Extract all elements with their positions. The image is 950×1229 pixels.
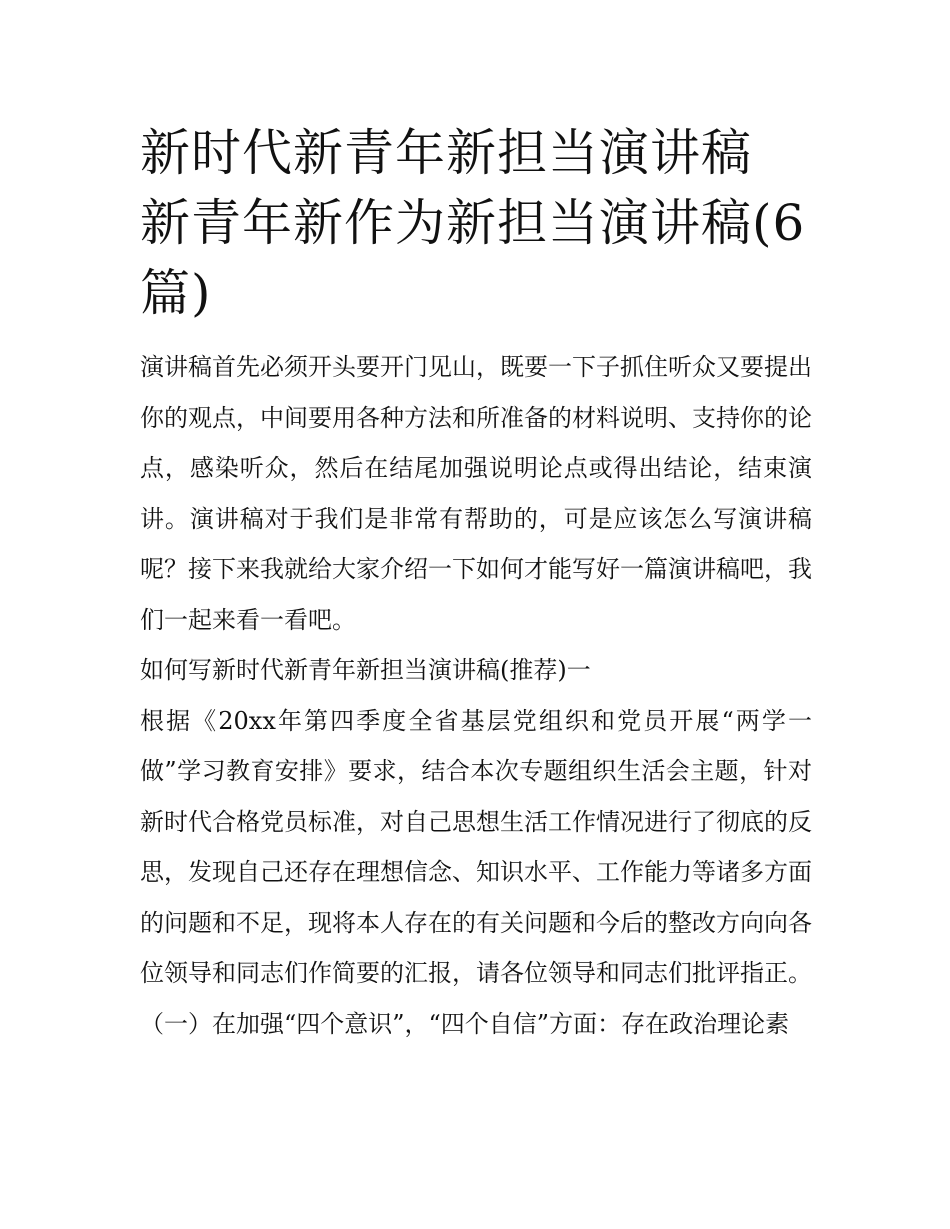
document-title: 新时代新青年新担当演讲稿 新青年新作为新担当演讲稿(6篇)	[140, 124, 806, 322]
section-heading: 如何写新时代新青年新担当演讲稿(推荐)一	[140, 656, 591, 684]
body-paragraph: 根据《20xx年第四季度全省基层党组织和党员开展“两学一做”学习教育安排》要求，结合本次专题组织生活会主题，针对新时代合格党员标准，对自己思想生活工作情况进行了彻底的反思，发现自己还存在理想信念、知识水平、工作能力等诸多方面的问题和不足，现将本人存在的有关问题和今后的整改方向向各位领导和同志们作简要的汇报，请各位领导和同志们批评指正。	[140, 706, 812, 987]
subsection-paragraph: （一）在加强“四个意识”，“四个自信”方面：存在政治理论素	[140, 1009, 790, 1038]
intro-paragraph: 演讲稿首先必须开头要开门见山，既要一下子抓住听众又要提出你的观点，中间要用各种方法和所准备的材料说明、支持你的论点，感染听众，然后在结尾加强说明论点或得出结论，结束演讲。演讲稿对于我们是非常有帮助的，可是应该怎么写演讲稿呢？接下来我就给大家介绍一下如何才能写好一篇演讲稿吧，我们一起来看一看吧。	[140, 353, 812, 634]
document-body	[140, 118, 812, 1049]
